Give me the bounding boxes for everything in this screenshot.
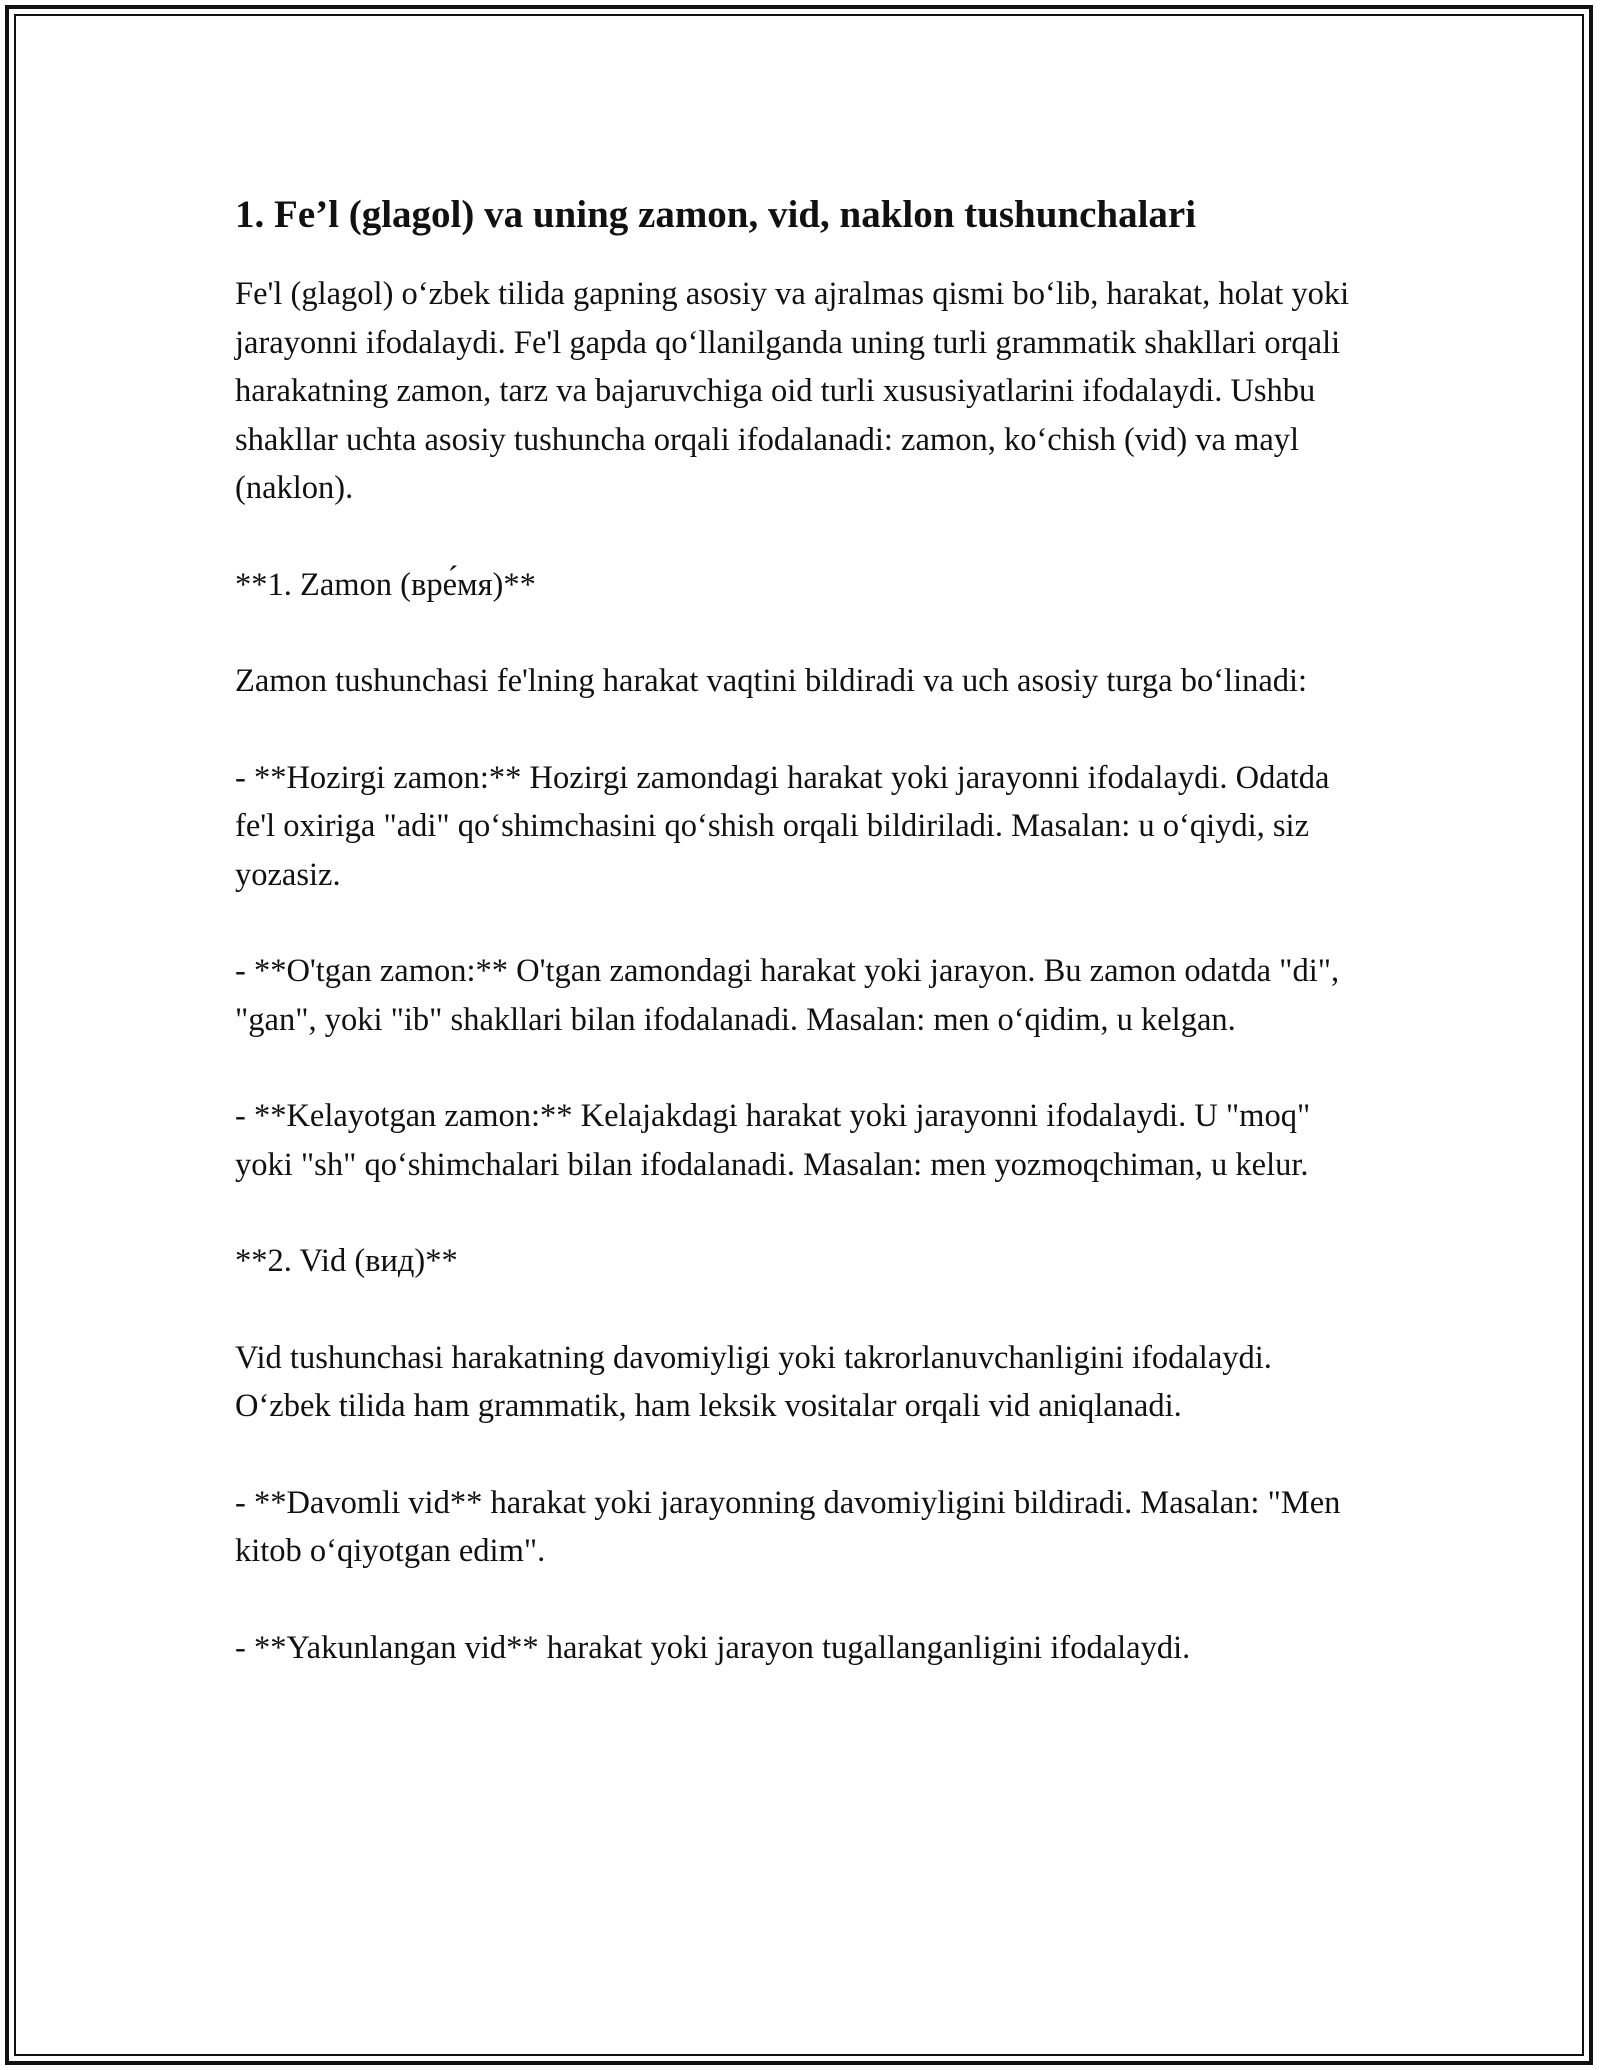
list-item-yakunlangan-vid: - **Yakunlangan vid** harakat yoki jarayon tugallanganligini ifodalaydi. (235, 1629, 1191, 1666)
paragraph-intro: Fe'l (glagol) o‘zbek tilida gapning asosiy va ajralmas qismi bo‘lib, harakat, holat yoki jarayonni ifodalaydi. Fe'l gapda qo‘llanilganda uning turli grammatik shakllari orqali harakatning zamon, tarz va bajaruvchiga oid turli xususiyatlarini ifodalaydi. Ushbu shakllar uchta asosiy tushuncha orqali ifodalanadi: zamon, ko‘chish (vid) va mayl (naklon). (235, 276, 1350, 506)
document-title: 1. Fe’l (glagol) va uning zamon, vid, naklon tushunchalari (235, 193, 1197, 236)
list-item-hozirgi-zamon: - **Hozirgi zamon:** Hozirgi zamondagi harakat yoki jarayonni ifodalaydi. Odatda fe'l oxiriga "adi" qo‘shimchasini qo‘shish orqali bildiriladi. Masalan: u o‘qiydi, siz yozasiz. (235, 759, 1330, 893)
document-body (235, 190, 1365, 1720)
paragraph-vid-definition: Vid tushunchasi harakatning davomiyligi yoki takrorlanuvchanligini ifodalaydi. O‘zbek tilida ham grammatik, ham leksik vositalar orqali vid aniqlanadi. (235, 1339, 1272, 1424)
section-heading-vid: **2. Vid (вид)** (235, 1243, 458, 1279)
list-item-otgan-zamon: - **O'tgan zamon:** O'tgan zamondagi harakat yoki jarayon. Bu zamon odatda "di", "gan", yoki "ib" shakllari bilan ifodalanadi. Masalan: men o‘qidim, u kelgan. (235, 953, 1340, 1038)
paragraph-zamon-definition: Zamon tushunchasi fe'lning harakat vaqtini bildiradi va uch asosiy turga bo‘linadi: (235, 663, 1308, 699)
list-item-davomli-vid: - **Davomli vid** harakat yoki jarayonning davomiyligini bildiradi. Masalan: "Men kitob o‘qiyotgan edim". (235, 1484, 1341, 1569)
section-heading-zamon: **1. Zamon (вре́мя)** (235, 566, 536, 603)
list-item-kelayotgan-zamon: - **Kelayotgan zamon:** Kelajakdagi harakat yoki jarayonni ifodalaydi. U "moq" yoki "sh" qo‘shimchalari bilan ifodalanadi. Masalan: men yozmoqchiman, u kelur. (235, 1098, 1311, 1183)
